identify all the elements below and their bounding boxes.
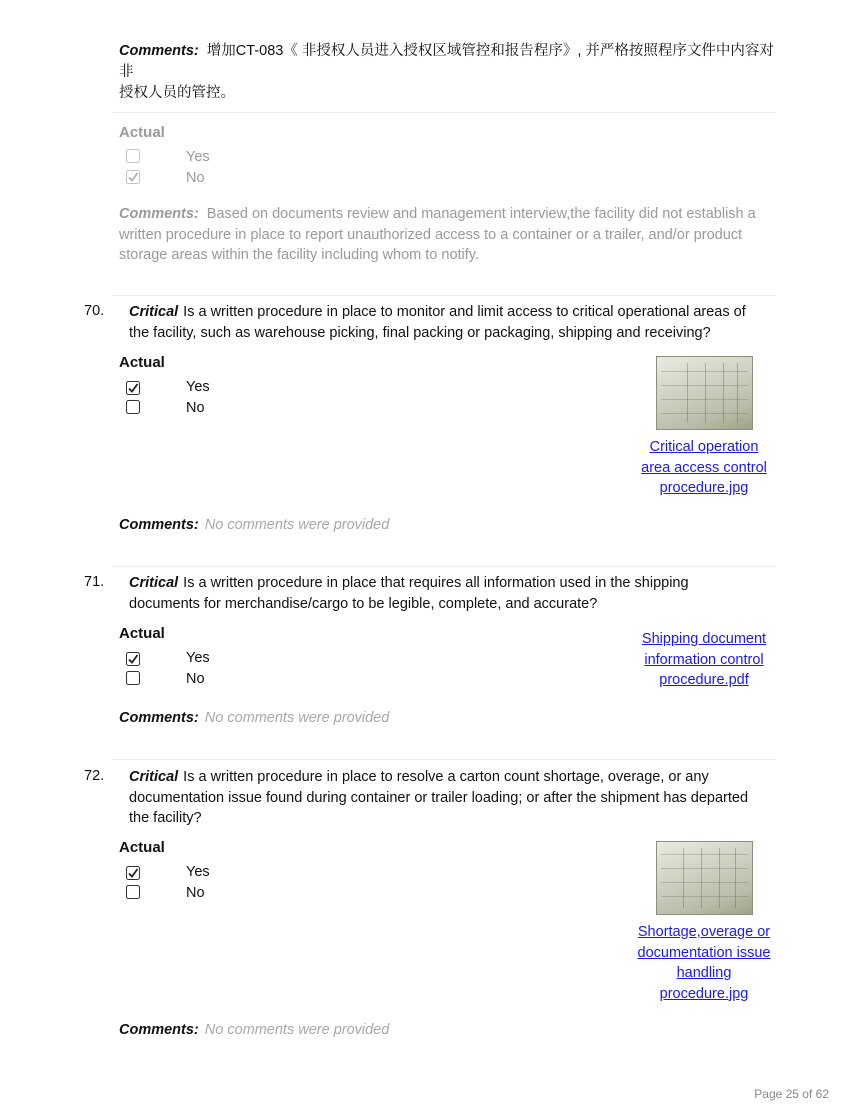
comment-text: No comments were provided	[204, 1022, 390, 1038]
prev-comment-line3: storage areas within the facility including whom to notify.	[119, 247, 479, 263]
attachment-thumbnail[interactable]	[656, 356, 753, 430]
option-no-label: No	[186, 400, 205, 416]
question-number: 71.	[84, 574, 105, 590]
option-yes-label: Yes	[186, 149, 210, 165]
option-no-label: No	[186, 671, 205, 687]
checkbox-checked-icon	[126, 170, 140, 184]
checkbox-unchecked-icon	[126, 885, 140, 899]
option-yes-label: Yes	[186, 864, 210, 880]
top-comment	[119, 41, 779, 104]
checkbox-checked-icon	[126, 381, 140, 395]
question-text: Critical Is a written procedure in place to resolve a carton count shortage, overage, or any documentation issue found during container or trailer loading; or after the shipment has departed the facility?	[129, 769, 749, 826]
actual-heading: Actual	[119, 354, 165, 371]
option-yes-label: Yes	[186, 650, 210, 666]
divider	[112, 566, 776, 567]
top-comment-text-line2: 授权人员的管控。	[119, 85, 235, 101]
comment-line	[119, 517, 389, 533]
checkbox-unchecked-icon	[126, 671, 140, 685]
comment-line	[119, 710, 389, 726]
comments-label: Comments:	[119, 710, 199, 726]
critical-tag: Critical	[129, 575, 179, 591]
comments-label: Comments:	[119, 1022, 199, 1038]
prev-comment	[119, 204, 779, 266]
checkbox-unchecked-icon	[126, 400, 140, 414]
prev-comment-line2: written procedure in place to report unauthorized access to a container or a trailer, and/or product	[119, 226, 743, 243]
comment-line	[119, 1022, 389, 1038]
divider	[112, 759, 776, 760]
option-no-label: No	[186, 170, 205, 186]
page-number: Page 25 of 62	[754, 1087, 829, 1101]
attachment-thumbnail[interactable]	[656, 841, 753, 915]
comments-label: Comments:	[119, 43, 199, 59]
critical-tag: Critical	[129, 769, 179, 785]
checkbox-unchecked-icon	[126, 149, 140, 163]
option-yes-label: Yes	[186, 379, 210, 395]
critical-tag: Critical	[129, 304, 179, 320]
comments-label: Comments:	[119, 206, 199, 222]
question-text: Critical Is a written procedure in place to monitor and limit access to critical operational areas of the facility, such as warehouse picking, final packing or packaging, shipping and receiving?	[129, 304, 746, 341]
attachment-link[interactable]: Shortage,overage or documentation issue handling procedure.jpg	[637, 924, 771, 1002]
actual-heading: Actual	[119, 625, 165, 642]
checkbox-checked-icon	[126, 866, 140, 880]
prev-comment-line1: Based on documents review and management interview,the facility did not establish a	[206, 206, 756, 222]
comments-label: Comments:	[119, 517, 199, 533]
actual-heading: Actual	[119, 124, 165, 141]
divider	[112, 112, 776, 113]
question-number: 72.	[84, 768, 105, 784]
divider	[112, 295, 776, 296]
comment-text: No comments were provided	[204, 710, 390, 726]
question-text: Critical Is a written procedure in place that requires all information used in the shipping documents for merchandise/cargo to be legible, complete, and accurate?	[129, 575, 689, 612]
checkbox-checked-icon	[126, 652, 140, 666]
comment-text: No comments were provided	[204, 517, 390, 533]
question-number: 70.	[84, 303, 105, 319]
option-no-label: No	[186, 885, 205, 901]
actual-heading: Actual	[119, 839, 165, 856]
top-comment-text-line1: 增加CT-083《 非授权人员进入授权区域管控和报告程序》, 并严格按照程序文件中内容对非	[119, 43, 774, 80]
attachment-link[interactable]: Shipping document information control procedure.pdf	[641, 631, 767, 688]
attachment-link[interactable]: Critical operation area access control procedure.jpg	[641, 439, 767, 496]
